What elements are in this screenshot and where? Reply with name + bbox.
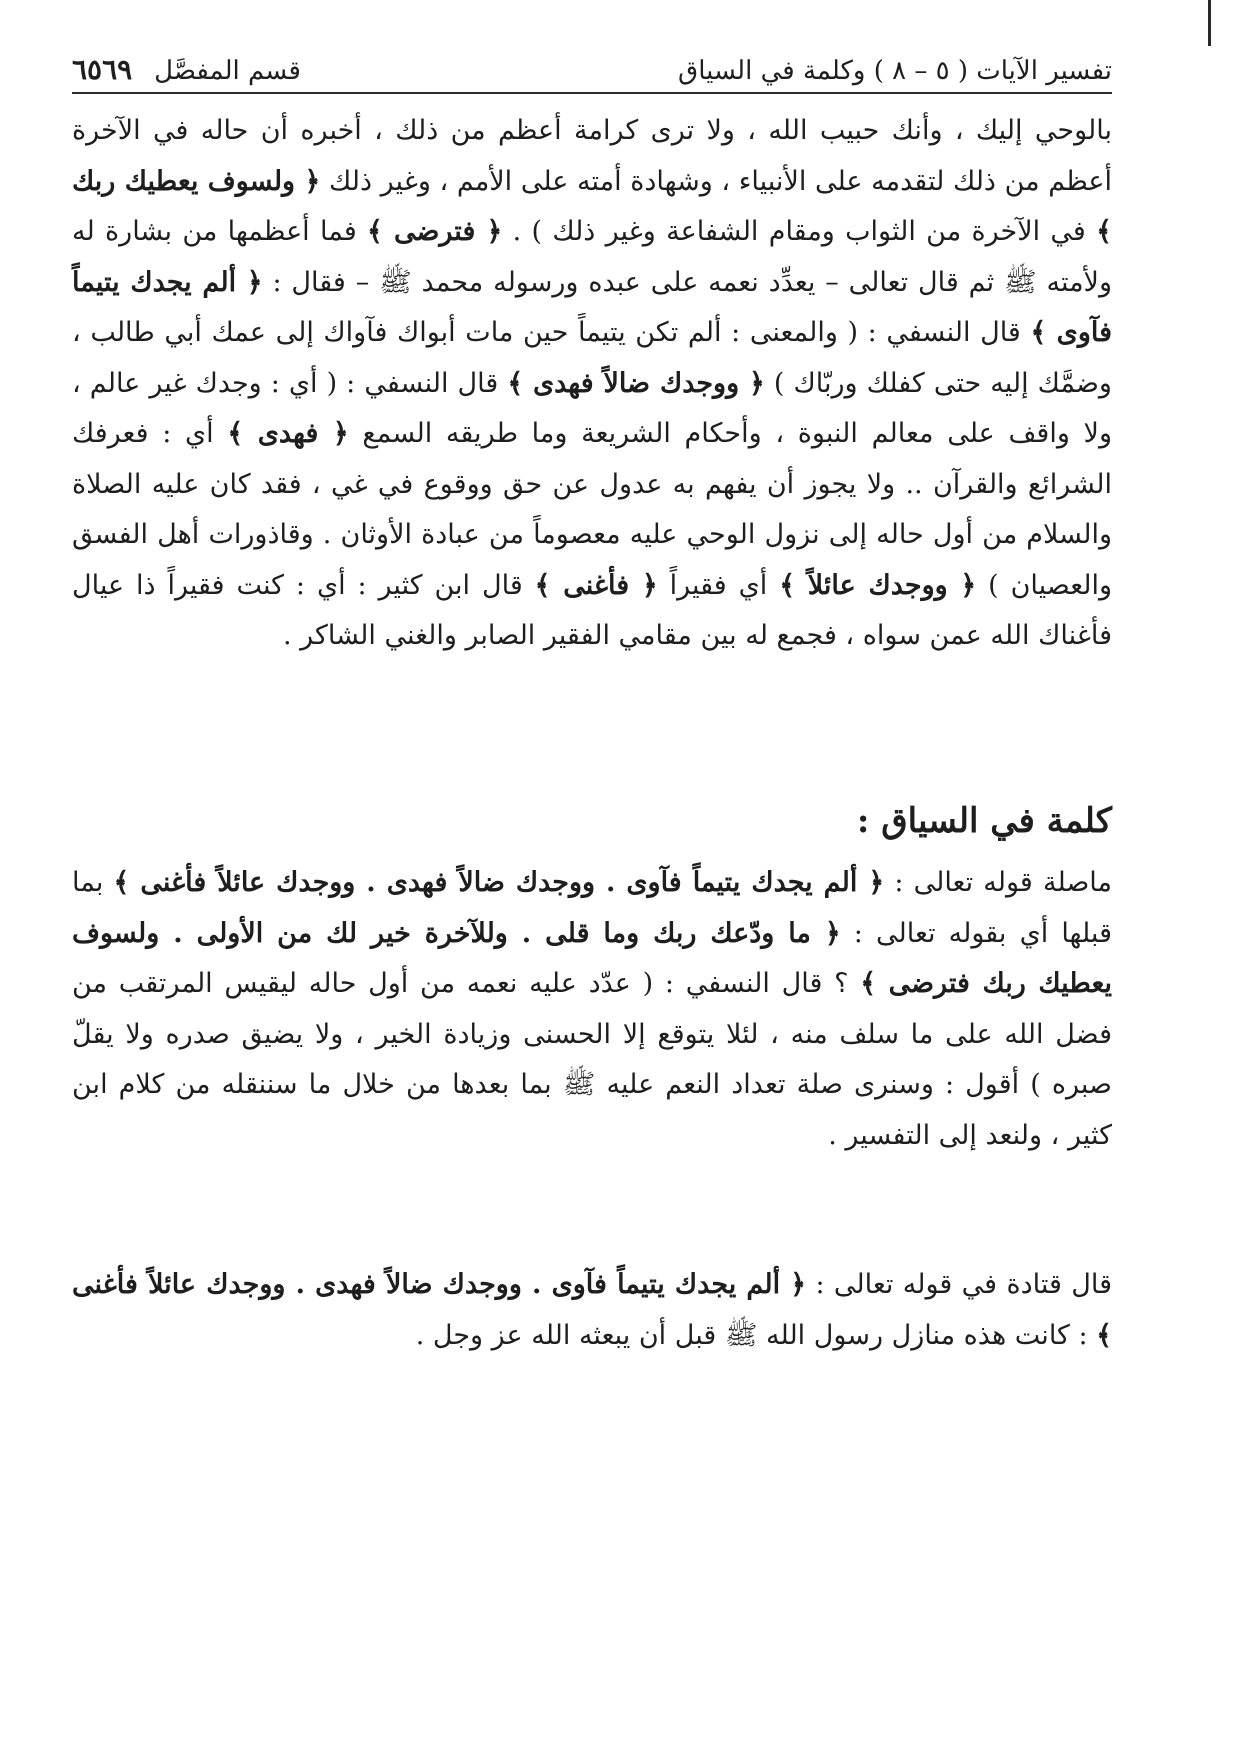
quran-verse: ﴿ فهدى ﴾ <box>227 418 349 449</box>
section-heading: كلمة في السياق : <box>856 801 1112 841</box>
header-section: قسم المفصَّل <box>154 56 301 86</box>
text-run: ماصلة قوله تعالى : <box>884 867 1112 898</box>
quran-verse: ﴿ ألم يجدك يتيماً فآوى ﴾ <box>72 266 1112 348</box>
quran-verse: ﴿ ألم يجدك يتيماً فآوى . ووجدك ضالاً فهدى . ووجدك عائلاً فأغنى ﴾ <box>72 1269 1112 1351</box>
scan-edge-line <box>1208 0 1211 46</box>
text-run: قال النسفي : ( والمعنى : ألم تكن يتيماً حين مات أبواك فآواك إلى عمك أبي طالب ، وضمَّك إليه حتى كفلك وربّاك ) <box>72 317 1112 399</box>
text-run: قال النسفي : ( أي : وجدك غير عالم ، ولا واقف على معالم النبوة ، وأحكام الشريعة وما طريقه السمع <box>72 367 1112 449</box>
text-run: : كانت هذه منازل رسول الله ﷺ قبل أن يبعثه الله عز وجل . <box>415 1319 1097 1351</box>
header-section-and-page <box>72 53 301 86</box>
text-run: فما أعظمها من بشارة له ولأمته ﷺ ثم قال تعالى – يعدِّد نعمه على عبده ورسوله محمد ﷺ – فقال : <box>72 216 1112 298</box>
running-header <box>72 46 1112 86</box>
paragraph-context <box>72 858 1112 1161</box>
page-number: ٦٥٦٩ <box>72 53 133 86</box>
text-run: أي فقيراً <box>657 569 780 601</box>
text-run: ؟ قال النسفي : ( عدّد عليه نعمه من أول حاله ليقيس المرتقب من فضل الله على ما سلف منه ، لئلا يتوقع إلا الحسنى وزيادة الخير ، ولا يضيق صدره ولا يقلّ صبره ) أقول : وسنرى صلة تعداد النعم عليه ﷺ بما بعدها من خلال ما سننقله من كلام ابن كثير ، ولنعد إلى التفسير . <box>72 968 1112 1151</box>
quran-verse: ﴿ ولسوف يعطيك ربك ﴾ <box>72 165 1112 247</box>
quran-verse: ﴿ ما ودّعك ربك وما قلى . وللآخرة خير لك من الأولى . ولسوف يعطيك ربك فترضى ﴾ <box>72 917 1112 999</box>
paragraph-qatada <box>72 1260 1112 1361</box>
header-title: تفسير الآيات ( ٥ – ٨ ) وكلمة في السياق <box>678 56 1112 86</box>
quran-verse: ﴿ ووجدك عائلاً ﴾ <box>779 569 977 601</box>
header-rule <box>72 92 1112 94</box>
quran-verse: ﴿ ألم يجدك يتيماً فآوى . ووجدك ضالاً فهدى . ووجدك عائلاً فأغنى ﴾ <box>113 867 885 898</box>
quran-verse: ﴿ فأغنى ﴾ <box>534 569 658 601</box>
text-run: قال قتادة في قوله تعالى : <box>806 1269 1112 1300</box>
text-run: قال ابن كثير : أي : كنت فقيراً ذا عيال فأغناك الله عمن سواه ، فجمع له بين مقامي الفقير الصابر والغني الشاكر . <box>72 569 1112 651</box>
text-run: في الآخرة من الثواب ومقام الشفاعة وغير ذلك ) . <box>502 216 1097 247</box>
quran-verse: ﴿ فترضى ﴾ <box>367 216 503 247</box>
quran-verse: ﴿ ووجدك ضالاً فهدى ﴾ <box>507 367 765 399</box>
paragraph-tafsir <box>72 106 1112 662</box>
text-run: بالوحي إليك ، وأنك حبيب الله ، ولا ترى كرامة أعظم من ذلك ، أخبره أن حاله في الآخرة أعظم من ذلك لتقدمه على الأنبياء ، وشهادة أمته على الأمم ، وغير ذلك <box>72 115 1112 197</box>
text-run: بما قبلها أي بقوله تعالى : <box>72 867 1112 949</box>
text-run: أي : فعرفك الشرائع والقرآن .. ولا يجوز أن يفهم به عدول عن حق ووقوع في غي ، فقد كان عليه الصلاة والسلام من أول حاله إلى نزول الوحي عليه معصوماً من عبادة الأوثان . وقاذورات أهل الفسق والعصيان ) <box>72 418 1113 601</box>
